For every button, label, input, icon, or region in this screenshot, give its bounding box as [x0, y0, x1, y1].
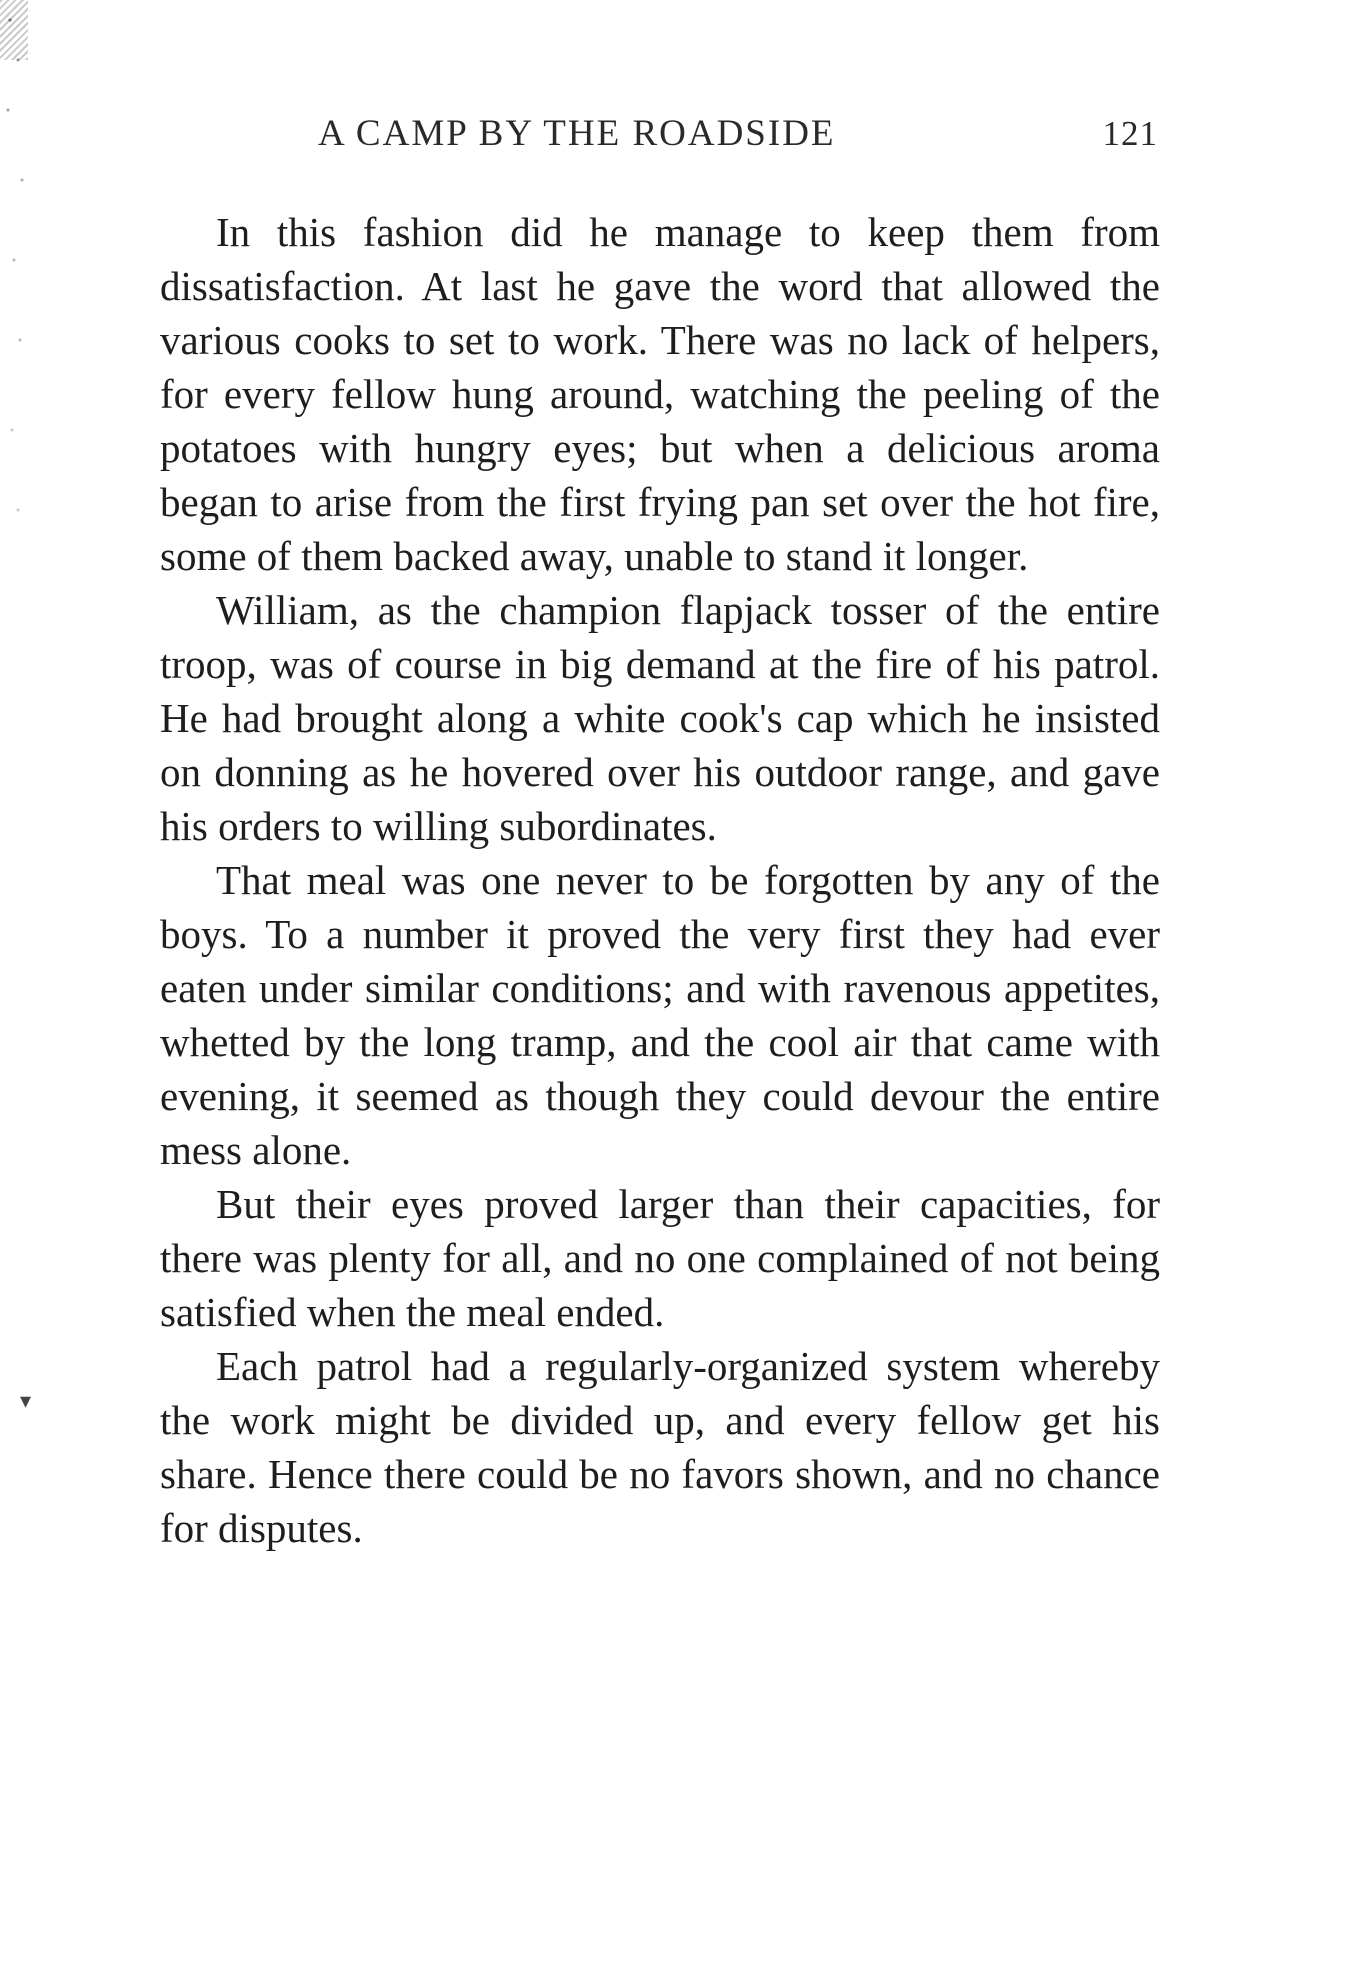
paragraph: That meal was one never to be forgotten by any of the boys. To a number it proved the very first they had ever eaten under similar conditions; and with ravenous appetites, whetted by the long tramp, and the cool air that came with evening, it seemed as though they could devour the entire mess alone.	[160, 857, 1160, 1173]
paragraph: William, as the champion flapjack tosser of the entire troop, was of course in big demand at the fire of his patrol. He had brought along a white cook's cap which he insisted on donning as he hovered over his outdoor range, and gave his orders to willing subordinates.	[160, 587, 1160, 849]
paragraph: Each patrol had a regularly-organized system whereby the work might be divided up, and every fellow get his share. Hence there could be no favors shown, and no chance for disputes.	[160, 1343, 1160, 1551]
page-number: 121	[1102, 114, 1158, 153]
scan-edge-noise	[0, 0, 40, 560]
paragraph: But their eyes proved larger than their capacities, for there was plenty for all, and no one complained of not being satisfied when the meal ended.	[160, 1181, 1160, 1335]
paragraph: In this fashion did he manage to keep them from dissatisfaction. At last he gave the word that allowed the various cooks to set to work. There was no lack of helpers, for every fellow hung around, watching the peeling of the potatoes with hungry eyes; but when a delicious aroma began to arise from the first frying pan set over the hot fire, some of them backed away, unable to stand it longer.	[160, 209, 1160, 579]
running-head: A CAMP BY THE ROADSIDE	[318, 113, 836, 154]
body-text	[160, 205, 1160, 1555]
page-header	[318, 112, 1158, 172]
margin-speck: ▾	[20, 1388, 32, 1413]
